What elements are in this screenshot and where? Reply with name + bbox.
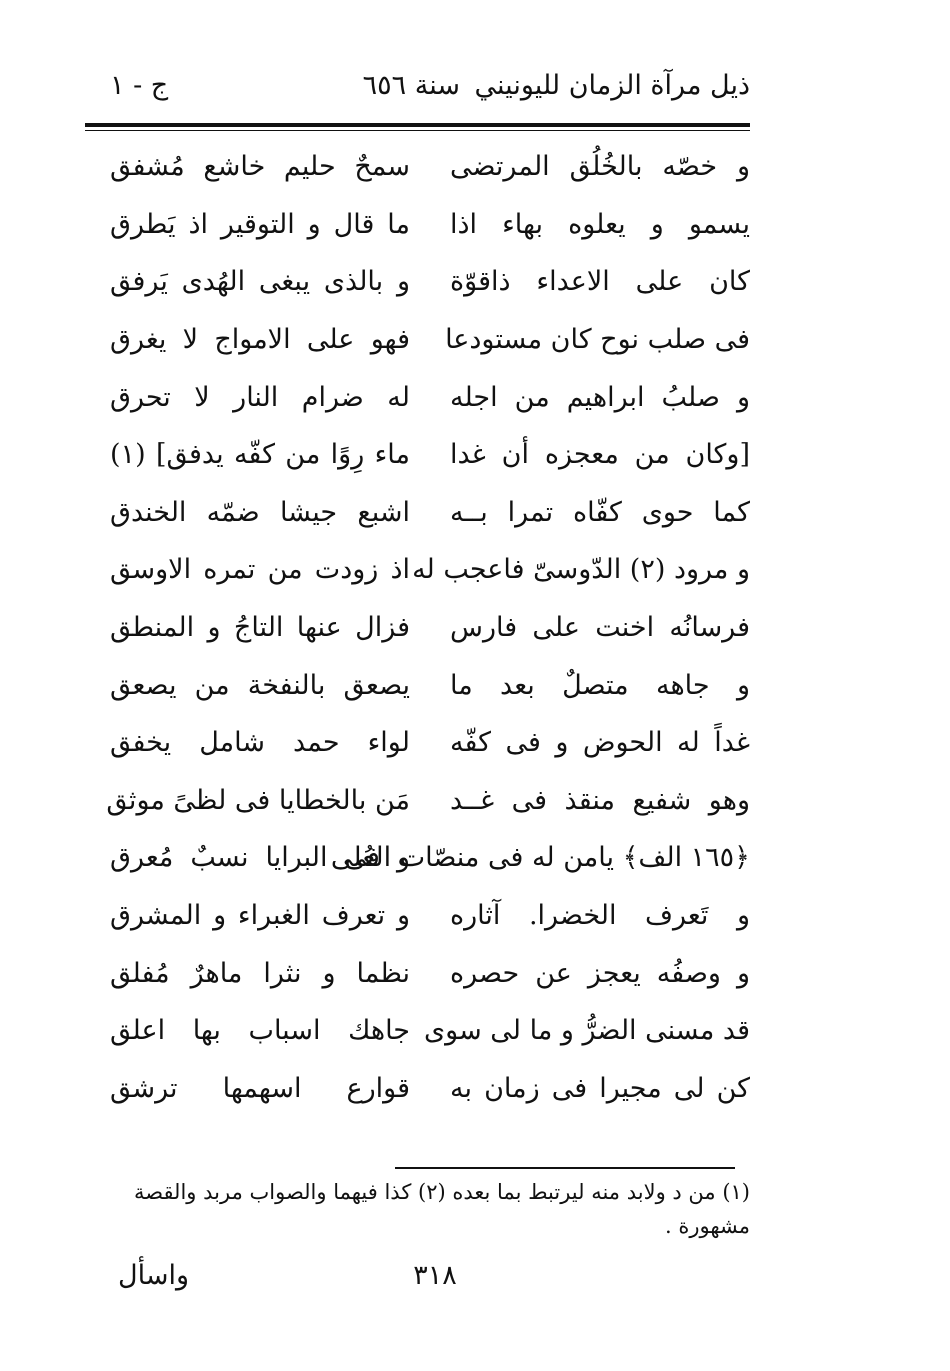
- verse: [110, 1002, 750, 1060]
- verse: [110, 1060, 750, 1118]
- year-label: سنة ٦٥٦: [362, 70, 460, 101]
- page-number: ٣١٨: [413, 1260, 457, 1291]
- verse-first-hemistich: كان على الاعداء ذاقوّة: [450, 266, 750, 298]
- verse: [110, 426, 750, 484]
- header-rule-thin: [85, 130, 750, 131]
- verse: [110, 944, 750, 1002]
- verse: [110, 541, 750, 599]
- verse-first-hemistich: كن لى مجيرا فى زمان به: [450, 1072, 750, 1104]
- verse-second-hemistich: قوارع اسهمها ترشق: [110, 1072, 410, 1104]
- verse-first-hemistich: ﴿١٦٥ الف﴾ يامن له فى منصّات العُلى: [330, 842, 750, 874]
- verse-second-hemistich: ما قال و التوقير اذ يَطرق: [110, 208, 410, 240]
- verse: [110, 253, 750, 311]
- footnote-line: مشهورة .: [664, 1214, 750, 1238]
- verse: [110, 829, 750, 887]
- verse-first-hemistich: و جاهه متصلٌ بعد ما: [450, 669, 750, 701]
- verse-first-hemistich: فرسانُه اخنت على فارس: [450, 612, 750, 644]
- verse: [110, 599, 750, 657]
- verse: [110, 138, 750, 196]
- verse-second-hemistich: مَن بالخطايا فى لظىً موثق: [106, 784, 410, 816]
- verse-second-hemistich: جاهك اسباب بها اعلق: [110, 1015, 410, 1047]
- verse-first-hemistich: غداً له الحوض و فى كفّه: [450, 727, 750, 759]
- verse-second-hemistich: اشبع جيشا ضمّه الخندق: [110, 496, 410, 528]
- verse: [110, 311, 750, 369]
- verse-second-hemistich: سمحٌ حليم خاشع مُشفق: [110, 151, 410, 183]
- verse-first-hemistich: و مرود (٢) الدّوسىّ فاعجب له: [412, 554, 750, 586]
- running-header: [110, 70, 750, 120]
- verse-second-hemistich: نظما و نثرا ماهرٌ مُفلق: [110, 957, 410, 989]
- verse: [110, 368, 750, 426]
- footnote-rule: [395, 1167, 735, 1169]
- verse: [110, 656, 750, 714]
- verse-first-hemistich: [وكان من معجزه أن غدا: [450, 439, 750, 471]
- verse: [106, 772, 750, 830]
- verse-second-hemistich: و بالذى يبغى الهُدى يَرفق: [110, 266, 410, 298]
- verse-second-hemistich: فهو على الامواج لا يغرق: [110, 324, 410, 356]
- verse-first-hemistich: فى صلب نوح كان مستودعا: [445, 324, 750, 356]
- verse: [110, 196, 750, 254]
- verse-second-hemistich: لواء حمد شامل يخفق: [110, 727, 410, 759]
- verse-first-hemistich: و خصّه بالخُلُق المرتضى: [450, 151, 750, 183]
- verse-first-hemistich: وهو شفيع منقذ فى غــد: [450, 784, 750, 816]
- header-rule: [85, 123, 750, 127]
- verse-second-hemistich: له ضرام النار لا تحرق: [110, 381, 410, 413]
- verse-second-hemistich: يصعق بالنفخة من يصعق: [110, 669, 410, 701]
- verse-second-hemistich: و فى البرايا نسبٌ مُعرق: [110, 842, 410, 874]
- verse-first-hemistich: و تَعرف الخضرا. آثاره: [450, 900, 750, 932]
- verse-second-hemistich: و تعرف الغبراء و المشرق: [110, 900, 410, 932]
- verse: [110, 714, 750, 772]
- verse-first-hemistich: يسمو و يعلوه بهاء اذا: [450, 208, 750, 240]
- footnotes: [100, 1175, 750, 1243]
- catchword: واسأل: [118, 1260, 190, 1291]
- verse-second-hemistich: فزال عنها التاجُ و المنطق: [110, 612, 410, 644]
- volume-label: ج - ١: [110, 70, 169, 101]
- footnote-line: (١) من د ولابد منه ليرتبط بما بعده (٢) كذا فيهما والصواب مربد والقصة: [133, 1180, 750, 1204]
- verse: [110, 484, 750, 542]
- poem-body: [106, 138, 750, 1117]
- verse-first-hemistich: و صلبُ ابراهيم من اجله: [450, 381, 750, 413]
- verse-second-hemistich: ماء رِوًا من كفّه يدفق] (١): [110, 439, 410, 471]
- book-title: ذيل مرآة الزمان لليونيني: [474, 70, 750, 101]
- verse-first-hemistich: و وصفُه يعجز عن حصره: [450, 957, 750, 989]
- verse: [110, 887, 750, 945]
- verse-second-hemistich: اذ زودت من تمره الاوسق: [110, 554, 410, 586]
- verse-first-hemistich: قد مسنى الضرُّ و ما لى سوى: [424, 1015, 750, 1047]
- verse-first-hemistich: كما حوى كفّاه تمرا بــه: [450, 496, 750, 528]
